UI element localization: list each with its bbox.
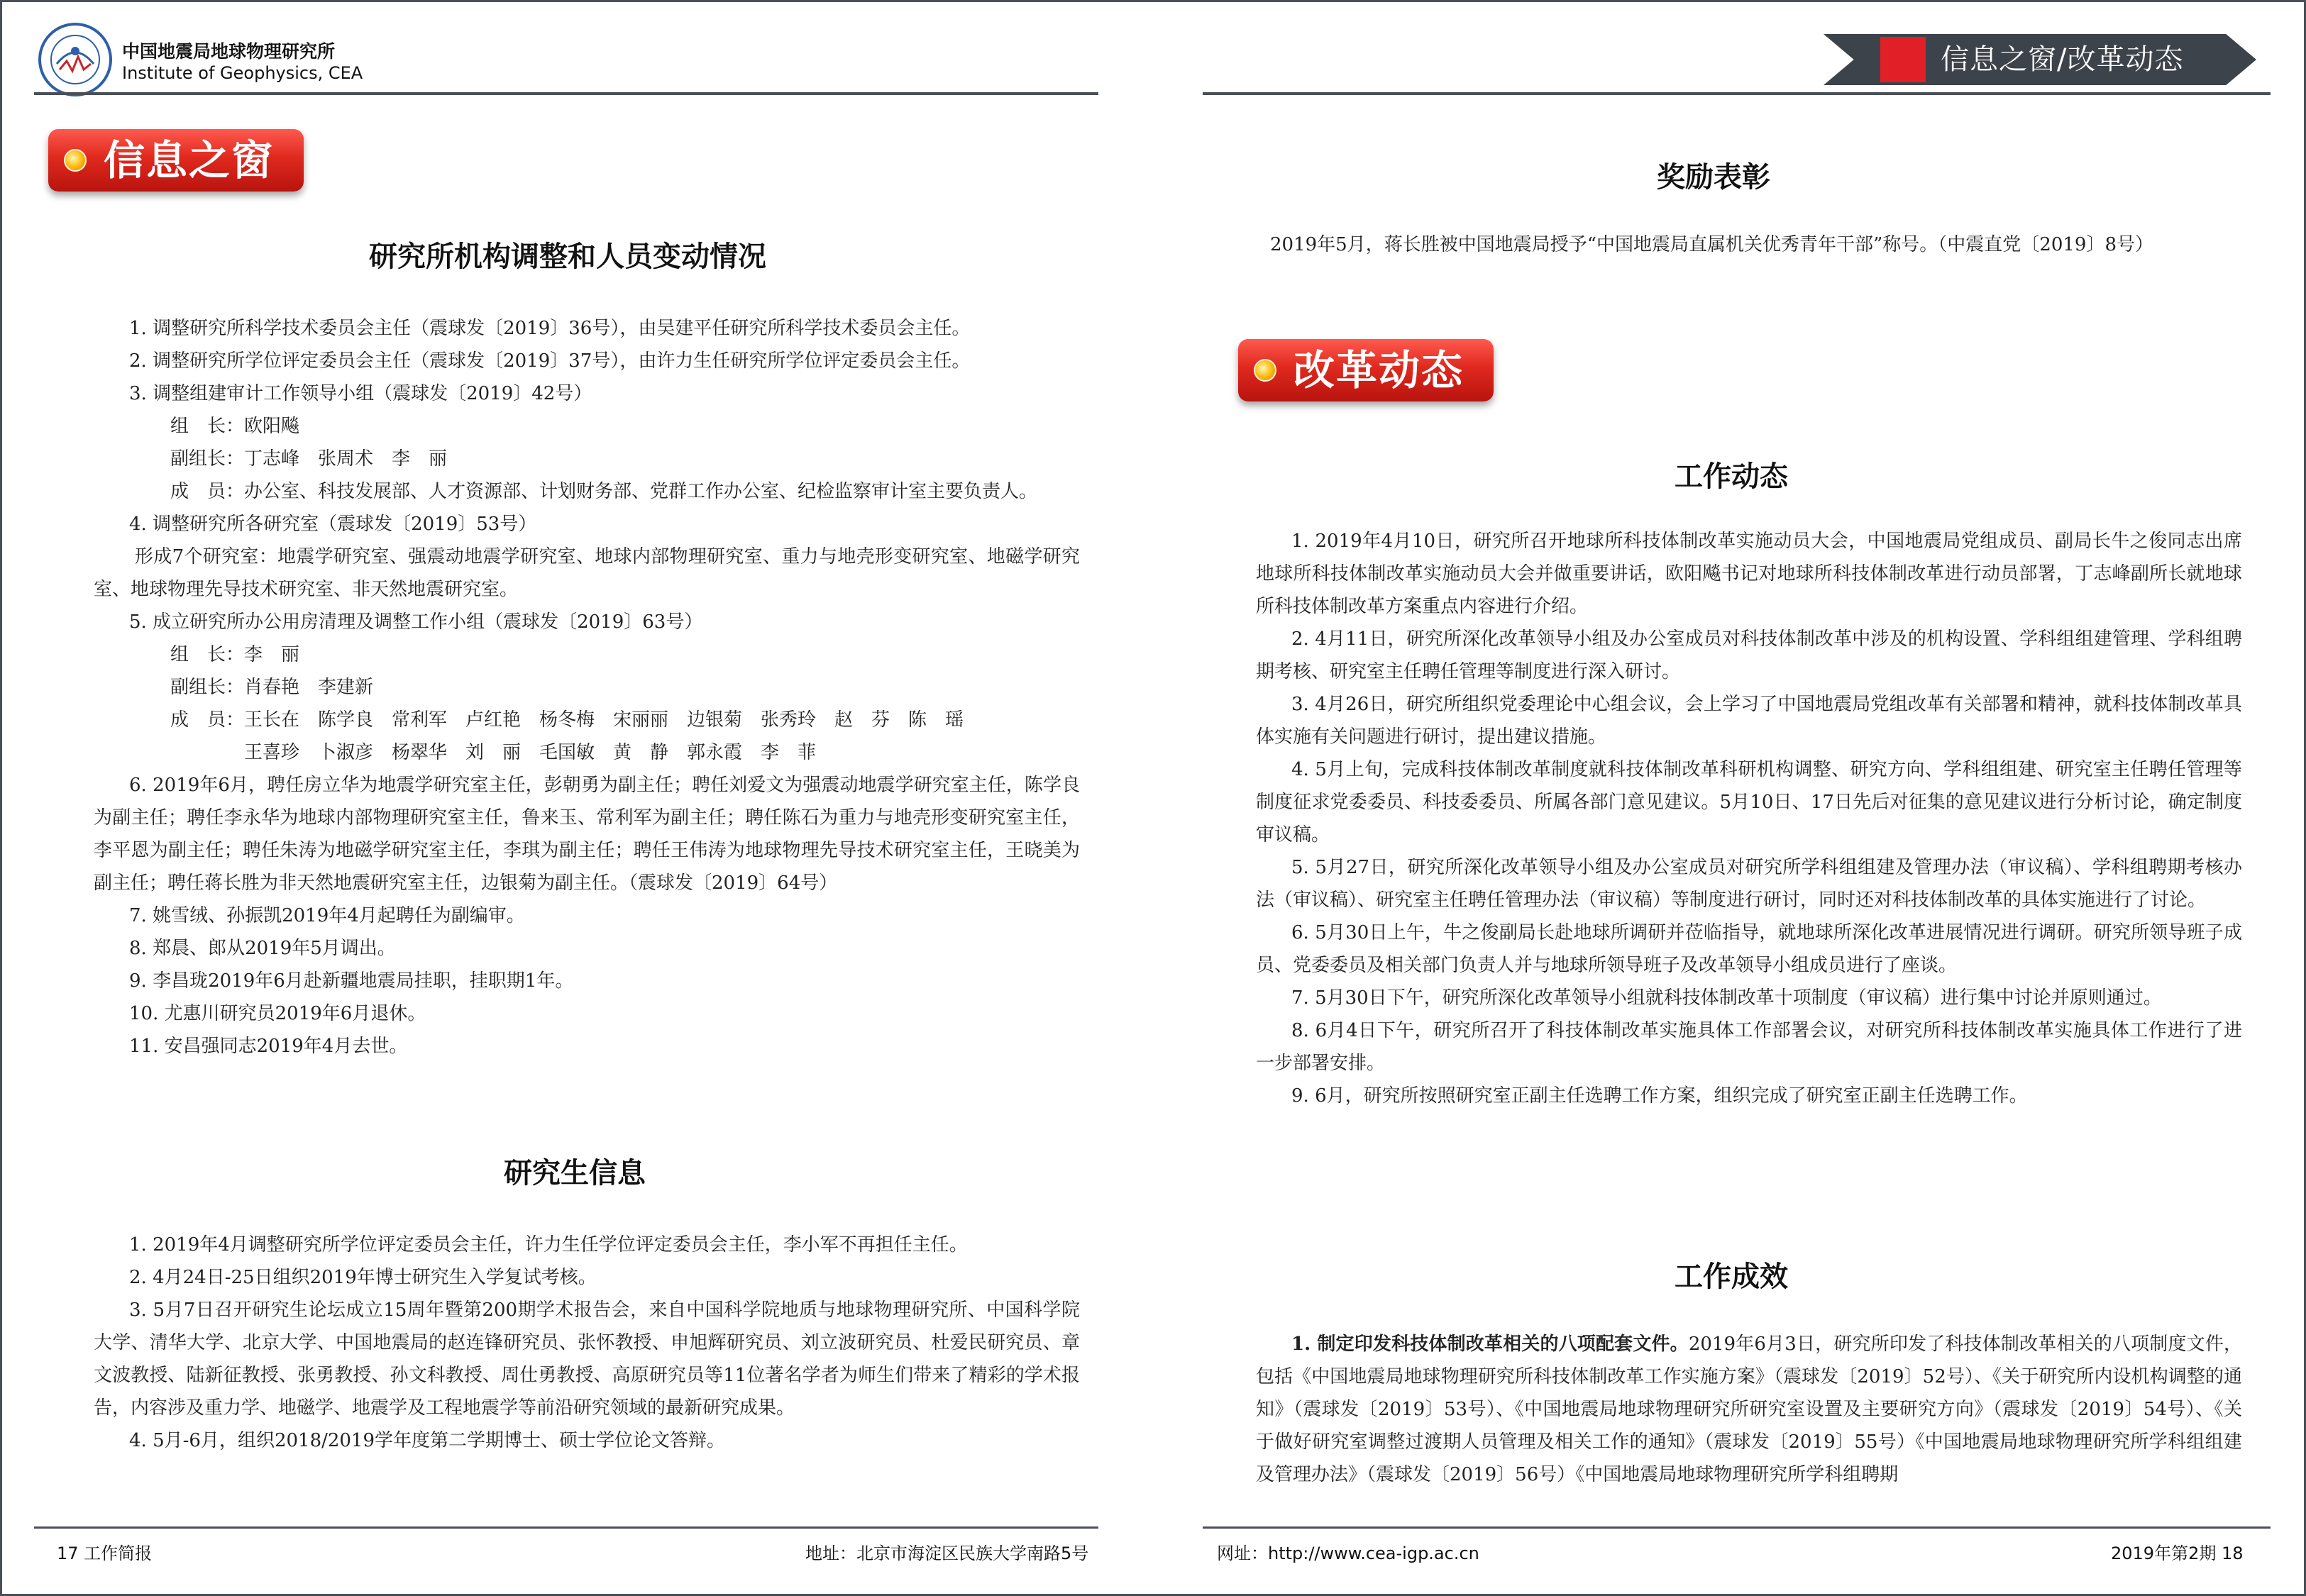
footer-rule xyxy=(34,1526,1098,1529)
org-adjustment-list xyxy=(94,312,1080,1063)
item-lead: 1. 制定印发科技体制改革相关的八项配套文件。 xyxy=(1291,1334,1689,1355)
list-item: 王喜珍 卜淑彦 杨翠华 刘 丽 毛国敏 黄 静 郭永霞 李 菲 xyxy=(244,742,817,763)
banner-red-block xyxy=(1880,37,1926,82)
section-title-graduate-info: 研究生信息 xyxy=(504,1156,646,1190)
list-item: 2. 调整研究所学位评定委员会主任（震球发〔2019〕37号），由许力生任研究所学位评定委员会主任。 xyxy=(129,350,971,372)
award-text xyxy=(1270,228,2263,261)
institute-name-cn: 中国地震局地球物理研究所 xyxy=(122,41,336,62)
list-item: 9. 6月，研究所按照研究室正副主任选聘工作方案，组织完成了研究室正副主任选聘工作。 xyxy=(1291,1085,2028,1107)
section-badge-reform-news: 改革动态 xyxy=(1238,339,1494,401)
footer-issue: 2019年第2期 18 xyxy=(2111,1544,2244,1563)
section-title-awards: 奖励表彰 xyxy=(1657,160,1770,194)
bullet-dot-icon xyxy=(1254,359,1276,382)
section-title-work-results: 工作成效 xyxy=(1675,1260,1788,1293)
list-item: 2. 4月11日，研究所深化改革领导小组及办公室成员对科技体制改革中涉及的机构设置、学科组组建管理、学科组聘期考核、研究室主任聘任管理等制度进行深入研讨。 xyxy=(1256,628,2242,682)
list-item: 8. 6月4日下午，研究所召开了科技体制改革实施具体工作部署会议，对研究所科技体制改革实施具体工作进行了进一步部署安排。 xyxy=(1256,1020,2242,1074)
list-item: 7. 5月30日下午，研究所深化改革领导小组就科技体制改革十项制度（审议稿）进行集中讨论并原则通过。 xyxy=(1291,987,2162,1009)
banner-label: 信息之窗/改革动态 xyxy=(1941,43,2184,76)
list-item: 副组长：丁志峰 张周术 李 丽 xyxy=(170,448,448,470)
list-item: 3. 调整组建审计工作领导小组（震球发〔2019〕42号） xyxy=(129,383,592,404)
institute-name-en: Institute of Geophysics, CEA xyxy=(122,63,363,83)
institute-logo xyxy=(35,20,115,99)
institute-name xyxy=(122,41,363,84)
footer-address: 地址：北京市海淀区民族大学南路5号 xyxy=(805,1544,1089,1563)
section-title-org-adjustment: 研究所机构调整和人员变动情况 xyxy=(369,240,766,273)
section-title-work-news: 工作动态 xyxy=(1675,460,1788,493)
list-item: 组 长：李 丽 xyxy=(170,644,300,665)
list-item: 10. 尤惠川研究员2019年6月退休。 xyxy=(129,1003,426,1024)
right-page xyxy=(1153,0,2306,1596)
list-item: 3. 4月26日，研究所组织党委理论中心组会议，会上学习了中国地震局党组改革有关部署和精神，就科技体制改革具体实施有关问题进行研讨，提出建议措施。 xyxy=(1256,694,2242,748)
footer-page-label: 17 工作简报 xyxy=(57,1544,153,1563)
list-item: 1. 2019年4月调整研究所学位评定委员会主任，许力生任学位评定委员会主任，李小军不再担任主任。 xyxy=(129,1234,968,1256)
header-banner xyxy=(1824,34,2256,85)
list-item: 3. 5月7日召开研究生论坛成立15周年暨第200期学术报告会，来自中国科学院地质与地球物理研究所、中国科学院大学、清华大学、北京大学、中国地震局的赵连锋研究员、张怀教授、申旭辉研究员、刘立波研究员、杜爱民研究员、章文波教授、陆新征教授、张勇教授、孙文科教授、周仕勇教授、高原研究员等11位著名学者为师生们带来了精彩的学术报告，内容涉及重力学、地磁学、地震学及工程地震学等前沿研究领域的最新研究成果。 xyxy=(94,1299,1080,1419)
list-item: 4. 5月上旬，完成科技体制改革制度就科技体制改革科研机构调整、研究方向、学科组组建、研究室主任聘任管理等制度征求党委委员、科技委委员、所属各部门意见建议。5月10日、17日先后对征集的意见建议进行分析讨论，确定制度审议稿。 xyxy=(1256,759,2242,846)
list-item: 成 员：办公室、科技发展部、人才资源部、计划财务部、党群工作办公室、纪检监察审计室主要负责人。 xyxy=(170,481,1038,502)
work-results-list xyxy=(1256,1328,2242,1491)
work-news-list xyxy=(1256,525,2242,1112)
list-item: 4. 调整研究所各研究室（震球发〔2019〕53号） xyxy=(129,514,537,535)
list-item: 6. 5月30日上午，牛之俊副局长赴地球所调研并莅临指导，就地球所深化改革进展情况进行调研。研究所领导班子成员、党委委员及相关部门负责人并与地球所领导班子及改革领导小组成员进行了座谈。 xyxy=(1256,922,2242,976)
bullet-dot-icon xyxy=(64,149,87,172)
list-item: 4. 5月-6月，组织2018/2019学年度第二学期博士、硕士学位论文答辩。 xyxy=(129,1430,726,1451)
list-item: 11. 安昌强同志2019年4月去世。 xyxy=(129,1036,408,1057)
list-item xyxy=(1256,1328,2242,1491)
list-item: 9. 李昌珑2019年6月赴新疆地震局挂职，挂职期1年。 xyxy=(129,970,574,992)
list-item: 成 员：王长在 陈学良 常利军 卢红艳 杨冬梅 宋丽丽 边银菊 张秀玲 赵 芬 陈 瑶 xyxy=(170,709,964,731)
list-item: 组 长：欧阳飚 xyxy=(170,416,300,437)
list-item: 1. 调整研究所科学技术委员会主任（震球发〔2019〕36号），由吴建平任研究所科学技术委员会主任。 xyxy=(129,318,971,339)
list-item: 1. 2019年4月10日，研究所召开地球所科技体制改革实施动员大会，中国地震局党组成员、副局长牛之俊同志出席地球所科技体制改革实施动员大会并做重要讲话，欧阳飚书记对地球所科技体制改革进行动员部署，丁志峰副所长就地球所科技体制改革方案重点内容进行介绍。 xyxy=(1256,531,2242,617)
list-item: 形成7个研究室：地震学研究室、强震动地震学研究室、地球内部物理研究室、重力与地壳形变研究室、地磁学研究室、地球物理先导技术研究室、非天然地震研究室。 xyxy=(94,546,1080,600)
item-body: 2019年6月3日，研究所印发了科技体制改革相关的八项制度文件，包括《中国地震局地球物理研究所科技体制改革工作实施方案》（震球发〔2019〕52号）、《关于研究所内设机构调整的通知》（震球发〔2019〕53号）、《中国地震局地球物理研究所研究室设置及主要研究方向》（震球发〔2019〕54号）、《关于做好研究室调整过渡期人员管理及相关工作的通知》（震球发〔2019〕55号）《中国地震局地球物理研究所学科组组建及管理办法》（震球发〔2019〕56号）《中国地震局地球物理研究所学科组聘期 xyxy=(1256,1334,2242,1485)
list-item: 2. 4月24日-25日组织2019年博士研究生入学复试考核。 xyxy=(129,1267,597,1288)
award-item: 2019年5月，蒋长胜被中国地震局授予“中国地震局直属机关优秀青年干部”称号。（中震直党〔2019〕8号） xyxy=(1270,234,2154,255)
list-item: 8. 郑晨、郎从2019年5月调出。 xyxy=(129,938,396,959)
list-item: 5. 5月27日，研究所深化改革领导小组及办公室成员对研究所学科组组建及管理办法（审议稿）、学科组聘期考核办法（审议稿）、研究室主任聘任管理办法（审议稿）等制度进行研讨，同时还对科技体制改革的具体实施进行了讨论。 xyxy=(1256,857,2242,911)
list-item: 5. 成立研究所办公用房清理及调整工作小组（震球发〔2019〕63号） xyxy=(129,611,703,633)
list-item: 副组长：肖春艳 李建新 xyxy=(170,677,374,698)
list-item: 7. 姚雪绒、孙振凯2019年4月起聘任为副编审。 xyxy=(129,905,525,926)
header-rule xyxy=(1203,92,2271,95)
list-item: 6. 2019年6月，聘任房立华为地震学研究室主任，彭朝勇为副主任；聘任刘爱文为强震动地震学研究室主任，陈学良为副主任；聘任李永华为地球内部物理研究室主任，鲁来玉、常利军为副主任；聘任陈石为重力与地壳形变研究室主任，李平恩为副主任；聘任朱涛为地磁学研究室主任，李琪为副主任；聘任王伟涛为地球物理先导技术研究室主任，王晓美为副主任；聘任蒋长胜为非天然地震研究室主任，边银菊为副主任。（震球发〔2019〕64号） xyxy=(94,775,1080,894)
footer-website: 网址：http://www.cea-igp.ac.cn xyxy=(1217,1544,1479,1563)
footer-rule xyxy=(1203,1526,2271,1529)
section-badge-info-window: 信息之窗 xyxy=(48,129,304,192)
header-rule xyxy=(34,92,1098,95)
graduate-info-list xyxy=(94,1229,1080,1457)
